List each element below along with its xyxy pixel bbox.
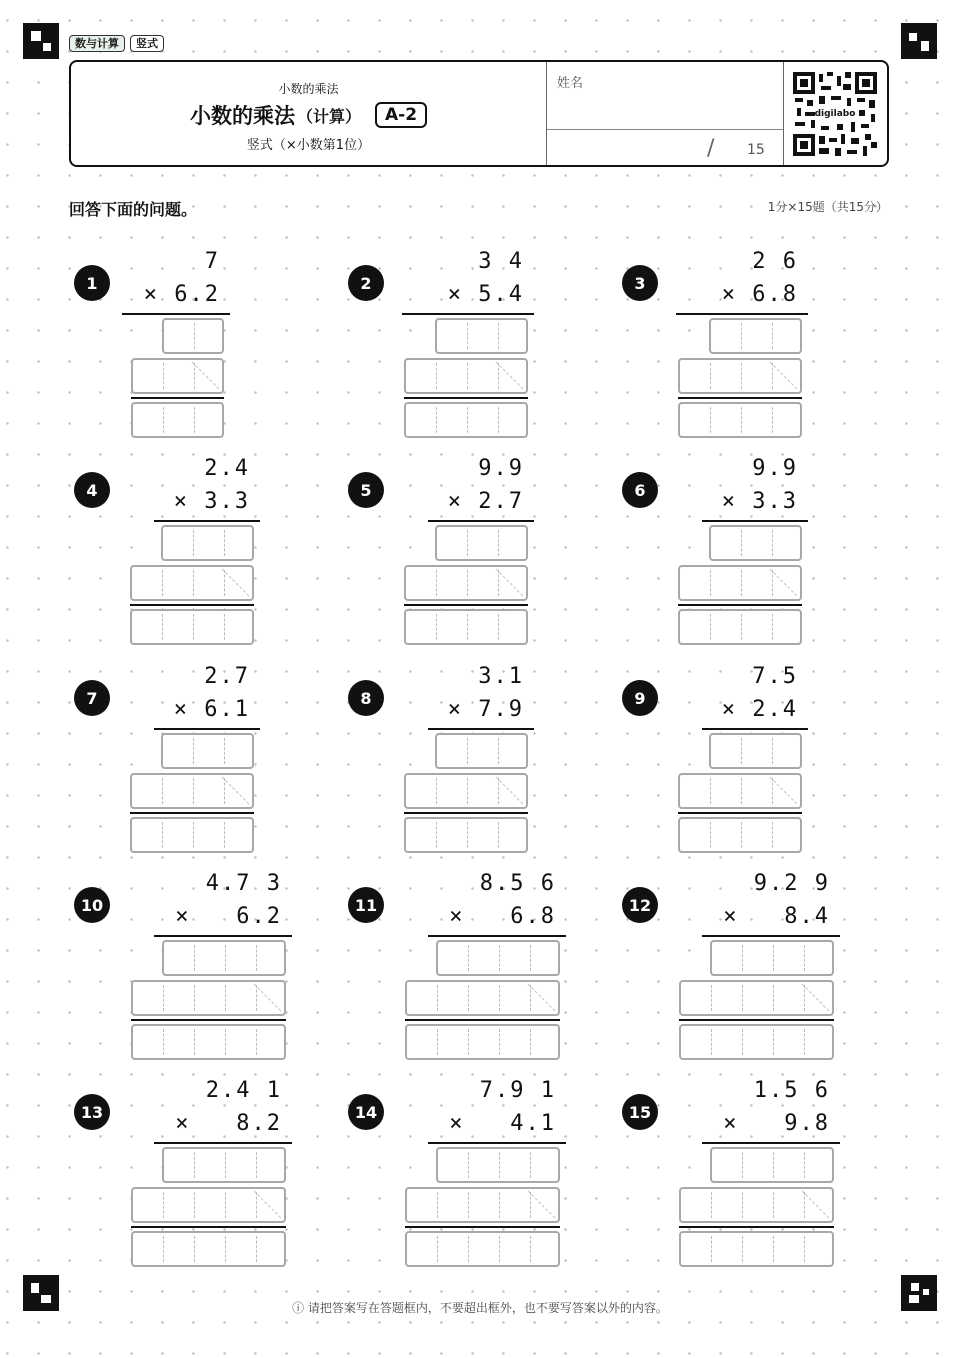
- sum-line: [404, 812, 528, 814]
- qr-code-icon: [793, 72, 877, 156]
- corner-marker-top-left: [23, 23, 59, 59]
- partial-product-1-box[interactable]: [709, 318, 802, 354]
- digit-divider: [772, 614, 773, 640]
- digit-divider: [225, 1192, 226, 1218]
- digit-divider: [256, 1236, 257, 1262]
- problem-number-badge: 15: [622, 1094, 658, 1130]
- digit-divider: [468, 1192, 469, 1218]
- problem-number-badge: 3: [622, 265, 658, 301]
- multiply-line: [154, 1142, 292, 1144]
- multiplicand: 7.9 1: [479, 1078, 556, 1103]
- digit-divider: [772, 822, 773, 848]
- multiplier: × 2.4: [721, 697, 798, 722]
- digit-divider: [194, 985, 195, 1011]
- problem-15: [618, 1074, 848, 1264]
- problem-7: [70, 660, 300, 850]
- multiplier: × 6.1: [173, 697, 250, 722]
- digit-divider: [224, 614, 225, 640]
- sum-line: [679, 1226, 834, 1228]
- digit-divider: [742, 1192, 743, 1218]
- multiplicand: 9.2 9: [753, 871, 830, 896]
- digit-divider: [437, 1236, 438, 1262]
- multiply-line: [402, 313, 534, 315]
- digit-divider: [436, 822, 437, 848]
- product-answer-box[interactable]: [130, 817, 254, 853]
- problem-8: [344, 660, 574, 850]
- problem-12: [618, 867, 848, 1057]
- partial-product-2-box[interactable]: [130, 565, 254, 601]
- carry-slash-icon: [800, 1189, 832, 1221]
- multiplier: × 6.8: [449, 904, 556, 929]
- multiplier: × 3.3: [721, 489, 798, 514]
- problem-14: [344, 1074, 574, 1264]
- carry-slash-icon: [252, 982, 284, 1014]
- digit-divider: [162, 778, 163, 804]
- problem-number-badge: 1: [74, 265, 110, 301]
- product-answer-box[interactable]: [130, 609, 254, 645]
- product-answer-box[interactable]: [679, 1231, 834, 1267]
- multiplicand: 9.9: [752, 456, 798, 481]
- problem-number-badge: 8: [348, 680, 384, 716]
- product-answer-box[interactable]: [678, 402, 802, 438]
- digit-divider: [742, 945, 743, 971]
- multiplicand: 7: [204, 249, 220, 274]
- digit-divider: [804, 1152, 805, 1178]
- multiplier: × 5.4: [447, 282, 524, 307]
- digit-divider: [499, 945, 500, 971]
- problem-number-badge: 12: [622, 887, 658, 923]
- digit-divider: [467, 614, 468, 640]
- digit-divider: [467, 778, 468, 804]
- multiplier: × 7.9: [447, 697, 524, 722]
- digit-divider: [193, 530, 194, 556]
- digit-divider: [741, 407, 742, 433]
- tag-method: 竖式: [130, 35, 164, 52]
- problem-10: [70, 867, 300, 1057]
- multiply-line: [702, 728, 808, 730]
- digit-divider: [499, 1152, 500, 1178]
- digit-divider: [437, 1029, 438, 1055]
- partial-product-1-box[interactable]: [436, 1147, 560, 1183]
- digit-divider: [225, 1152, 226, 1178]
- digit-divider: [437, 985, 438, 1011]
- qr-label: digilabo: [814, 109, 856, 119]
- digit-divider: [467, 407, 468, 433]
- partial-product-1-box[interactable]: [709, 525, 802, 561]
- multiplier: × 6.2: [175, 904, 282, 929]
- carry-slash-icon: [220, 775, 252, 807]
- digit-divider: [225, 1029, 226, 1055]
- sum-line: [678, 812, 802, 814]
- multiplier: × 2.7: [447, 489, 524, 514]
- digit-divider: [224, 530, 225, 556]
- digit-divider: [710, 614, 711, 640]
- digit-divider: [499, 1192, 500, 1218]
- digit-divider: [193, 614, 194, 640]
- digit-divider: [256, 945, 257, 971]
- digit-divider: [163, 1192, 164, 1218]
- digit-divider: [225, 985, 226, 1011]
- problem-number-badge: 11: [348, 887, 384, 923]
- digit-divider: [772, 407, 773, 433]
- digit-divider: [711, 1192, 712, 1218]
- digit-divider: [436, 363, 437, 389]
- partial-product-2-box[interactable]: [131, 358, 224, 394]
- digit-divider: [162, 822, 163, 848]
- multiplier: × 3.3: [173, 489, 250, 514]
- digit-divider: [741, 778, 742, 804]
- digit-divider: [498, 614, 499, 640]
- partial-product-2-box[interactable]: [678, 773, 802, 809]
- digit-divider: [193, 738, 194, 764]
- multiplicand: 9.9: [478, 456, 524, 481]
- sum-line: [131, 397, 224, 399]
- partial-product-2-box[interactable]: [405, 980, 560, 1016]
- partial-product-2-box[interactable]: [679, 1187, 834, 1223]
- digit-divider: [772, 323, 773, 349]
- digit-divider: [468, 1236, 469, 1262]
- digit-divider: [804, 1236, 805, 1262]
- partial-product-2-box[interactable]: [678, 565, 802, 601]
- partial-product-1-box[interactable]: [161, 525, 254, 561]
- product-answer-box[interactable]: [405, 1024, 560, 1060]
- digit-divider: [773, 1236, 774, 1262]
- multiply-line: [702, 935, 840, 937]
- digit-divider: [468, 945, 469, 971]
- carry-slash-icon: [768, 567, 800, 599]
- digit-divider: [194, 1236, 195, 1262]
- partial-product-1-box[interactable]: [162, 940, 286, 976]
- digit-divider: [194, 1192, 195, 1218]
- problem-number-badge: 7: [74, 680, 110, 716]
- sum-line: [404, 604, 528, 606]
- digit-divider: [499, 1029, 500, 1055]
- product-answer-box[interactable]: [678, 817, 802, 853]
- corner-marker-top-right: [901, 23, 937, 59]
- partial-product-1-box[interactable]: [710, 940, 834, 976]
- sum-line: [131, 1226, 286, 1228]
- product-answer-box[interactable]: [679, 1024, 834, 1060]
- partial-product-2-box[interactable]: [131, 1187, 286, 1223]
- partial-product-2-box[interactable]: [404, 773, 528, 809]
- instruction-text: 回答下面的问题。: [69, 200, 198, 219]
- points-text: 1分×15题（共15分）: [767, 200, 888, 214]
- digit-divider: [436, 570, 437, 596]
- product-answer-box[interactable]: [678, 609, 802, 645]
- multiplier: × 8.4: [723, 904, 830, 929]
- score-total: 15: [747, 142, 765, 158]
- digit-divider: [256, 1152, 257, 1178]
- digit-divider: [530, 1152, 531, 1178]
- digit-divider: [467, 530, 468, 556]
- digit-divider: [163, 985, 164, 1011]
- header-subtitle: 小数的乘法: [278, 82, 339, 96]
- partial-product-2-box[interactable]: [678, 358, 802, 394]
- multiplier: × 6.8: [721, 282, 798, 307]
- product-answer-box[interactable]: [131, 402, 224, 438]
- digit-divider: [742, 1236, 743, 1262]
- carry-slash-icon: [768, 360, 800, 392]
- name-label: 姓名: [557, 76, 584, 91]
- digit-divider: [467, 323, 468, 349]
- product-answer-box[interactable]: [404, 609, 528, 645]
- multiplicand: 2.4 1: [205, 1078, 282, 1103]
- partial-product-2-box[interactable]: [405, 1187, 560, 1223]
- digit-divider: [194, 945, 195, 971]
- digit-divider: [194, 407, 195, 433]
- multiply-line: [702, 520, 808, 522]
- digit-divider: [163, 363, 164, 389]
- multiplicand: 2.7: [204, 664, 250, 689]
- digit-divider: [163, 407, 164, 433]
- multiply-line: [154, 935, 292, 937]
- partial-product-2-box[interactable]: [404, 565, 528, 601]
- digit-divider: [436, 778, 437, 804]
- score-slash: /: [707, 136, 715, 161]
- tag-category: 数与计算: [69, 35, 125, 52]
- footer-note: ⓘ 请把答案写在答题框内，不要超出框外，也不要写答案以外的内容。: [292, 1301, 668, 1315]
- digit-divider: [773, 985, 774, 1011]
- problem-2: [344, 245, 574, 435]
- digit-divider: [742, 1029, 743, 1055]
- digit-divider: [468, 1029, 469, 1055]
- digit-divider: [772, 530, 773, 556]
- multiply-line: [428, 935, 566, 937]
- digit-divider: [773, 1029, 774, 1055]
- partial-product-1-box[interactable]: [162, 318, 224, 354]
- product-answer-box[interactable]: [404, 817, 528, 853]
- digit-divider: [163, 1029, 164, 1055]
- digit-divider: [467, 570, 468, 596]
- multiplicand: 2.4: [204, 456, 250, 481]
- digit-divider: [772, 738, 773, 764]
- digit-divider: [194, 323, 195, 349]
- multiplier: × 8.2: [175, 1111, 282, 1136]
- digit-divider: [741, 822, 742, 848]
- multiplier: × 9.8: [723, 1111, 830, 1136]
- carry-slash-icon: [220, 567, 252, 599]
- digit-divider: [711, 1236, 712, 1262]
- name-score-area: [546, 62, 784, 165]
- digit-divider: [742, 1152, 743, 1178]
- digit-divider: [162, 614, 163, 640]
- multiplicand: 1.5 6: [753, 1078, 830, 1103]
- category-tags: [69, 35, 164, 52]
- digit-divider: [711, 1029, 712, 1055]
- multiply-line: [154, 728, 260, 730]
- digit-divider: [741, 570, 742, 596]
- digit-divider: [530, 1236, 531, 1262]
- problem-5: [344, 452, 574, 642]
- multiplier: × 6.2: [143, 282, 220, 307]
- digit-divider: [804, 945, 805, 971]
- multiply-line: [122, 313, 230, 315]
- partial-product-2-box[interactable]: [404, 358, 528, 394]
- digit-divider: [162, 570, 163, 596]
- digit-divider: [467, 738, 468, 764]
- digit-divider: [498, 323, 499, 349]
- digit-divider: [194, 1029, 195, 1055]
- digit-divider: [193, 822, 194, 848]
- problem-number-badge: 4: [74, 472, 110, 508]
- digit-divider: [530, 945, 531, 971]
- digit-divider: [710, 407, 711, 433]
- partial-product-2-box[interactable]: [131, 980, 286, 1016]
- digit-divider: [224, 822, 225, 848]
- digit-divider: [710, 363, 711, 389]
- multiply-line: [428, 520, 534, 522]
- partial-product-1-box[interactable]: [710, 1147, 834, 1183]
- digit-divider: [741, 323, 742, 349]
- digit-divider: [804, 1029, 805, 1055]
- partial-product-1-box[interactable]: [709, 733, 802, 769]
- carry-slash-icon: [526, 1189, 558, 1221]
- problem-1: [70, 245, 300, 435]
- digit-divider: [741, 363, 742, 389]
- name-divider: [547, 129, 783, 130]
- partial-product-2-box[interactable]: [130, 773, 254, 809]
- multiply-line: [702, 1142, 840, 1144]
- sum-line: [130, 604, 254, 606]
- multiplicand: 7.5: [752, 664, 798, 689]
- digit-divider: [741, 530, 742, 556]
- digit-divider: [194, 1152, 195, 1178]
- carry-slash-icon: [190, 360, 222, 392]
- sum-line: [679, 1019, 834, 1021]
- digit-divider: [499, 985, 500, 1011]
- carry-slash-icon: [252, 1189, 284, 1221]
- problem-number-badge: 14: [348, 1094, 384, 1130]
- header-title-area: [71, 62, 546, 165]
- digit-divider: [742, 985, 743, 1011]
- digit-divider: [225, 945, 226, 971]
- problem-4: [70, 452, 300, 642]
- sum-line: [405, 1019, 560, 1021]
- problem-number-badge: 10: [74, 887, 110, 923]
- digit-divider: [498, 822, 499, 848]
- digit-divider: [741, 738, 742, 764]
- digit-divider: [499, 1236, 500, 1262]
- worksheet-code: A-2: [375, 102, 427, 128]
- digit-divider: [530, 1029, 531, 1055]
- partial-product-1-box[interactable]: [435, 733, 528, 769]
- worksheet-header: [69, 60, 889, 167]
- partial-product-1-box[interactable]: [435, 525, 528, 561]
- problem-number-badge: 5: [348, 472, 384, 508]
- product-answer-box[interactable]: [405, 1231, 560, 1267]
- partial-product-1-box[interactable]: [161, 733, 254, 769]
- partial-product-1-box[interactable]: [162, 1147, 286, 1183]
- digit-divider: [468, 1152, 469, 1178]
- digit-divider: [467, 363, 468, 389]
- carry-slash-icon: [526, 982, 558, 1014]
- problem-number-badge: 2: [348, 265, 384, 301]
- digit-divider: [163, 1236, 164, 1262]
- sum-line: [130, 812, 254, 814]
- multiplier: × 4.1: [449, 1111, 556, 1136]
- digit-divider: [711, 985, 712, 1011]
- product-answer-box[interactable]: [131, 1231, 286, 1267]
- digit-divider: [710, 822, 711, 848]
- product-answer-box[interactable]: [404, 402, 528, 438]
- problem-number-badge: 9: [622, 680, 658, 716]
- multiply-line: [428, 1142, 566, 1144]
- header-description: 竖式（×小数第1位）: [246, 138, 371, 153]
- multiplicand: 8.5 6: [479, 871, 556, 896]
- digit-divider: [225, 1236, 226, 1262]
- carry-slash-icon: [800, 982, 832, 1014]
- partial-product-1-box[interactable]: [436, 940, 560, 976]
- page-title: 小数的乘法: [189, 104, 295, 128]
- digit-divider: [193, 778, 194, 804]
- digit-divider: [224, 738, 225, 764]
- sum-line: [404, 397, 528, 399]
- carry-slash-icon: [768, 775, 800, 807]
- sum-line: [678, 604, 802, 606]
- digit-divider: [498, 407, 499, 433]
- digit-divider: [437, 1192, 438, 1218]
- digit-divider: [436, 407, 437, 433]
- problem-9: [618, 660, 848, 850]
- problem-11: [344, 867, 574, 1057]
- multiplicand: 4.7 3: [205, 871, 282, 896]
- digit-divider: [773, 1152, 774, 1178]
- digit-divider: [468, 985, 469, 1011]
- sum-line: [678, 397, 802, 399]
- multiply-line: [428, 728, 534, 730]
- product-answer-box[interactable]: [131, 1024, 286, 1060]
- multiply-line: [676, 313, 808, 315]
- digit-divider: [467, 822, 468, 848]
- carry-slash-icon: [494, 775, 526, 807]
- digit-divider: [773, 1192, 774, 1218]
- multiplicand: 3 4: [478, 249, 524, 274]
- carry-slash-icon: [494, 567, 526, 599]
- digit-divider: [710, 570, 711, 596]
- digit-divider: [193, 570, 194, 596]
- problem-13: [70, 1074, 300, 1264]
- problem-number-badge: 13: [74, 1094, 110, 1130]
- partial-product-2-box[interactable]: [679, 980, 834, 1016]
- multiplicand: 2 6: [752, 249, 798, 274]
- page-title-suffix: （计算）: [296, 106, 361, 126]
- digit-divider: [498, 530, 499, 556]
- digit-divider: [256, 1029, 257, 1055]
- carry-slash-icon: [494, 360, 526, 392]
- digit-divider: [741, 614, 742, 640]
- partial-product-1-box[interactable]: [435, 318, 528, 354]
- problem-number-badge: 6: [622, 472, 658, 508]
- multiply-line: [154, 520, 260, 522]
- digit-divider: [498, 738, 499, 764]
- sum-line: [405, 1226, 560, 1228]
- multiplicand: 3.1: [478, 664, 524, 689]
- digit-divider: [436, 614, 437, 640]
- digit-divider: [710, 778, 711, 804]
- digit-divider: [773, 945, 774, 971]
- sum-line: [131, 1019, 286, 1021]
- problem-6: [618, 452, 848, 642]
- problem-3: [618, 245, 848, 435]
